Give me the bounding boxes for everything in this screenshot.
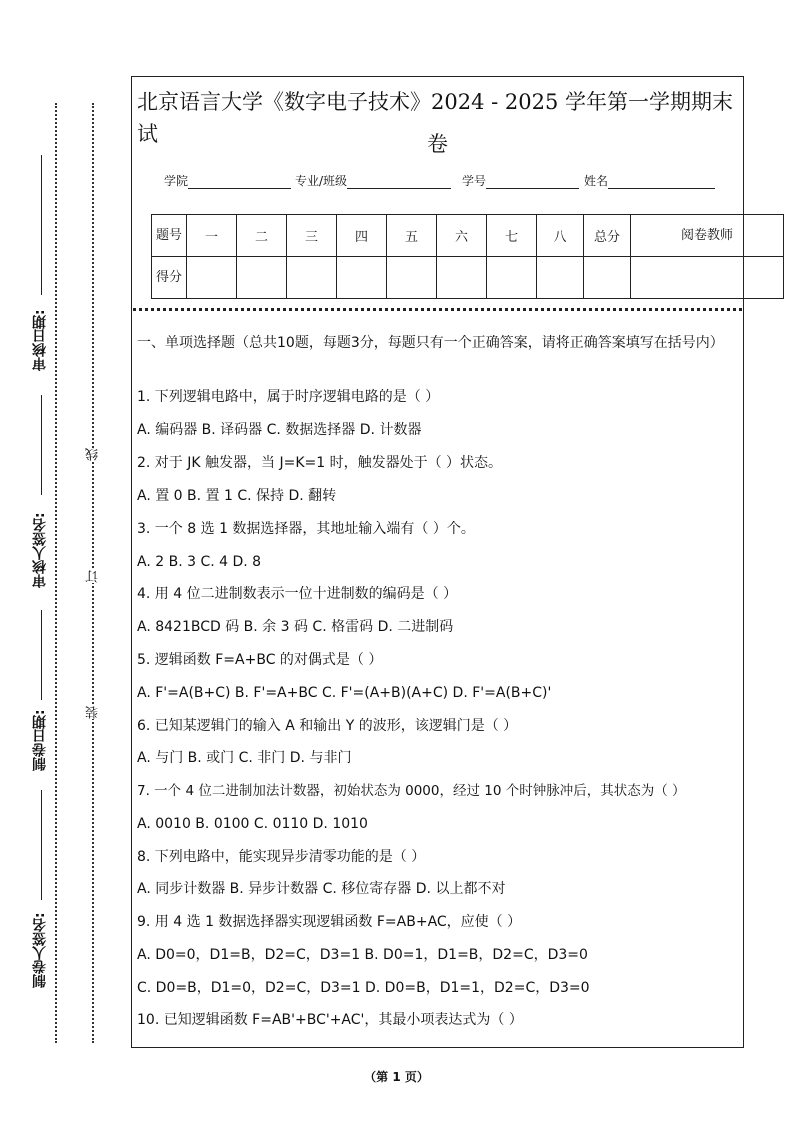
major-blank[interactable]	[347, 174, 451, 189]
question-stem: 6. 已知某逻辑门的输入 A 和输出 Y 的波形，该逻辑门是（ ）	[137, 718, 518, 734]
question-options: A. 同步计数器 B. 异步计数器 C. 移位寄存器 D. 以上都不对	[137, 881, 506, 897]
major-field	[295, 172, 451, 189]
grader-header: 阅卷教师	[631, 215, 784, 257]
question-stem: 10. 已知逻辑函数 F=AB'+BC'+AC'，其最小项表达式为（ ）	[137, 1012, 523, 1028]
name-blank[interactable]	[608, 174, 715, 189]
page-number: （第 1 页）	[364, 1070, 429, 1084]
make-date-line	[41, 610, 42, 700]
student-id-blank[interactable]	[486, 174, 579, 189]
score-cell[interactable]	[537, 257, 584, 299]
exam-title-line2: 卷	[427, 132, 448, 156]
student-id-field	[462, 172, 579, 189]
total-score-cell[interactable]	[584, 257, 631, 299]
student-id-label: 学号	[462, 174, 487, 188]
question-options: A. 置 0 B. 置 1 C. 保持 D. 翻转	[137, 488, 337, 504]
question-stem: 7. 一个 4 位二进制加法计数器，初始状态为 0000，经过 10 个时钟脉冲后，其状态为（ ）	[137, 783, 686, 799]
score-cell[interactable]	[187, 257, 237, 299]
question-stem: 1. 下列逻辑电路中，属于时序逻辑电路的是（ ）	[137, 389, 440, 405]
make-date-label: 制卷日期:	[32, 709, 48, 771]
question-options: C. D0=B，D1=0，D2=C，D3=1 D. D0=B，D1=1，D2=C，D3=0	[137, 980, 590, 996]
reviewer-sign-label: 审核人签名:	[32, 512, 48, 588]
score-col-header: 三	[287, 215, 337, 257]
question-stem: 9. 用 4 选 1 数据选择器实现逻辑函数 F=AB+AC，应使（ ）	[137, 914, 522, 930]
question-options: A. 编码器 B. 译码器 C. 数据选择器 D. 计数器	[137, 422, 422, 438]
score-value-row	[152, 257, 784, 299]
score-cell[interactable]	[437, 257, 487, 299]
college-label: 学院	[164, 174, 189, 188]
question-stem: 8. 下列电路中，能实现异步清零功能的是（ ）	[137, 849, 426, 865]
question-options: A. 与门 B. 或门 C. 非门 D. 与非门	[137, 750, 352, 766]
score-header-row	[152, 215, 784, 257]
exam-title-line1: 北京语言大学《数字电子技术》2024 - 2025 学年第一学期期末试	[137, 90, 734, 146]
question-options: A. 0010 B. 0100 C. 0110 D. 1010	[137, 816, 368, 832]
question-stem: 4. 用 4 位二进制数表示一位十进制数的编码是（ ）	[137, 586, 458, 602]
score-cell[interactable]	[387, 257, 437, 299]
score-col-header: 二	[237, 215, 287, 257]
total-score-header: 总分	[584, 215, 631, 257]
question-options: A. D0=0，D1=B，D2=C，D3=1 B. D0=1，D1=B，D2=C，D3=0	[137, 947, 588, 963]
college-blank[interactable]	[188, 174, 291, 189]
binding-mark-ding: 订	[86, 570, 101, 583]
score-cell[interactable]	[237, 257, 287, 299]
name-field	[584, 172, 715, 189]
major-label: 专业/班级	[295, 174, 348, 188]
binding-mark-zhuang: 装	[86, 706, 101, 719]
score-cell[interactable]	[337, 257, 387, 299]
score-table	[151, 214, 784, 299]
binding-mark-xian: 线	[86, 448, 101, 461]
name-label: 姓名	[584, 174, 609, 188]
college-field	[164, 172, 291, 189]
review-date-label: 审核日期:	[32, 309, 48, 371]
question-stem: 5. 逻辑函数 F=A+BC 的对偶式是（ ）	[137, 652, 383, 668]
score-col-header: 八	[537, 215, 584, 257]
reviewer-sign-line	[41, 395, 42, 495]
review-date-line	[41, 155, 42, 295]
question-stem: 2. 对于 JK 触发器，当 J=K=1 时，触发器处于（ ）状态。	[137, 455, 503, 471]
question-stem: 3. 一个 8 选 1 数据选择器，其地址输入端有（ ）个。	[137, 521, 475, 537]
maker-sign-label: 制卷人签名:	[32, 912, 48, 988]
score-col-header: 一	[187, 215, 237, 257]
score-row-label: 得分	[152, 257, 187, 299]
score-col-header: 七	[487, 215, 537, 257]
question-options: A. F'=A(B+C) B. F'=A+BC C. F'=(A+B)(A+C) D. F'=A(B+C)'	[137, 685, 552, 701]
section1-heading: 一、单项选择题（总共10题，每题3分，每题只有一个正确答案，请将正确答案填写在括号内）	[137, 335, 724, 351]
score-col-header: 四	[337, 215, 387, 257]
score-col-header: 五	[387, 215, 437, 257]
maker-sign-line	[41, 790, 42, 900]
score-cell[interactable]	[287, 257, 337, 299]
dotted-separator	[133, 308, 742, 311]
score-col-header: 六	[437, 215, 487, 257]
question-options: A. 2 B. 3 C. 4 D. 8	[137, 554, 262, 570]
question-number-label: 题号	[152, 215, 187, 257]
score-cell[interactable]	[487, 257, 537, 299]
grader-cell[interactable]	[631, 257, 784, 299]
question-options: A. 8421BCD 码 B. 余 3 码 C. 格雷码 D. 二进制码	[137, 619, 454, 635]
